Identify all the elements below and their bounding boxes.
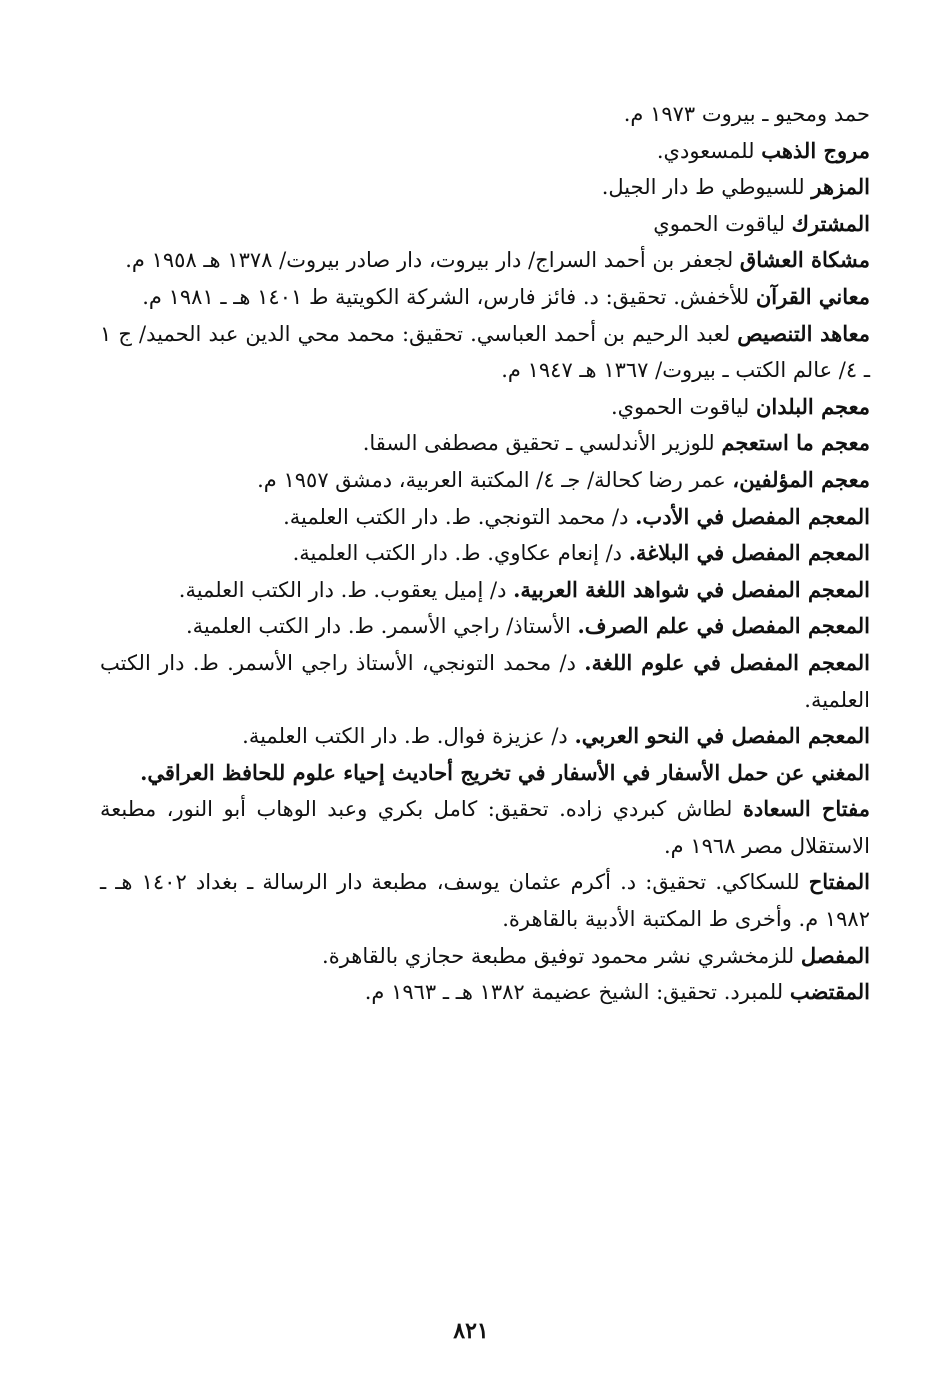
entry-details: د/ إنعام عكاوي. ط. دار الكتب العلمية. [292, 541, 629, 566]
entry-title: المعجم المفصل في علوم اللغة. [584, 649, 871, 675]
entry-title: مفتاح السعادة [742, 796, 871, 822]
entry-title: المعجم المفصل في البلاغة. [628, 540, 870, 566]
bibliography-entry [100, 169, 870, 206]
bibliography-entry [100, 425, 870, 462]
entry-title: المقتضب [789, 979, 870, 1005]
entry-title: مشكاة العشاق [739, 247, 870, 273]
entry-details: للسيوطي ط دار الجيل. [601, 175, 812, 200]
bibliography-entry [100, 242, 870, 279]
bibliography-entry [100, 133, 870, 170]
entry-title: المعجم المفصل في الأدب. [635, 503, 870, 529]
entry-title: المفصل [800, 942, 870, 968]
entry-details: الأستاذ/ راجي الأسمر. ط. دار الكتب العلمية. [185, 614, 578, 639]
bibliography-entry [100, 718, 870, 755]
entry-title: المغني عن حمل الأسفار في الأسفار في تخريج أحاديث إحياء علوم للحافظ العراقي. [140, 759, 870, 785]
bibliography-entry [100, 938, 870, 975]
entry-details: للأخفش. تحقيق: د. فائز فارس، الشركة الكويتية ط ١٤٠١ هـ ـ ١٩٨١ م. [142, 284, 756, 309]
entry-title: المفتاح [808, 869, 870, 895]
bibliography-entry [100, 279, 870, 316]
entry-title: معاني القرآن [755, 283, 870, 309]
entry-title: المعجم المفصل في النحو العربي. [574, 723, 870, 749]
bibliography-entry [100, 864, 870, 937]
entry-title: المعجم المفصل في شواهد اللغة العربية. [513, 576, 870, 602]
entry-title: مروج الذهب [761, 137, 870, 163]
bibliography-entry [100, 389, 870, 426]
entry-details: لياقوت الحموي. [610, 394, 756, 419]
entry-details: للسكاكي. تحقيق: د. أكرم عثمان يوسف، مطبعة دار الرسالة ـ بغداد ١٤٠٢ هـ ـ ١٩٨٢ م. وأخرى ط المكتبة الأدبية بالقاهرة. [100, 870, 870, 932]
entry-details: للمبرد. تحقيق: الشيخ عضيمة ١٣٨٢ هـ ـ ١٩٦٣ م. [364, 980, 790, 1005]
entry-details: د/ محمد التونجي. ط. دار الكتب العلمية. [283, 504, 636, 529]
entry-title: معجم البلدان [755, 393, 870, 419]
bibliography-entry [100, 974, 870, 1011]
entry-details: لياقوت الحموي [653, 211, 792, 236]
bibliography-entry [100, 462, 870, 499]
bibliography-entry [100, 608, 870, 645]
entry-title: معجم المؤلفين، [732, 466, 870, 492]
bibliography-entry [100, 499, 870, 536]
entry-details: للمسعودي. [656, 138, 762, 163]
bibliography-entry [100, 645, 870, 718]
entry-title: معجم ما استعجم [721, 430, 870, 456]
bibliography-list [100, 96, 870, 1011]
entry-title: المشترك [791, 210, 870, 236]
bibliography-entry [100, 791, 870, 864]
entry-title: المعجم المفصل في علم الصرف. [577, 613, 870, 639]
bibliography-entry [100, 535, 870, 572]
entry-title: المزهر [811, 174, 870, 200]
entry-details: لطاش كبردي زاده. تحقيق: كامل بكري وعبد الوهاب أبو النور، مطبعة الاستقلال مصر ١٩٦٨ م. [100, 797, 870, 858]
bibliography-entry [100, 755, 870, 792]
page-number: ٨٢١ [453, 1318, 489, 1344]
bibliography-entry [100, 96, 870, 133]
entry-details: د/ محمد التونجي، الأستاذ راجي الأسمر. ط. دار الكتب العلمية. [100, 650, 870, 712]
bibliography-entry [100, 316, 870, 389]
entry-details: لجعفر بن أحمد السراج/ دار بيروت، دار صادر بيروت/ ١٣٧٨ هـ ١٩٥٨ م. [125, 248, 740, 273]
entry-details: حمد ومحيو ـ بيروت ١٩٧٣ م. [623, 102, 870, 126]
entry-title: معاهد التنصيص [737, 320, 870, 346]
bibliography-entry [100, 572, 870, 609]
bibliography-entry [100, 206, 870, 243]
entry-details: لعبد الرحيم بن أحمد العباسي. تحقيق: محمد محي الدين عبد الحميد/ ج ١ ـ ٤/ عالم الكتب ـ بيروت/ ١٣٦٧ هـ ١٩٤٧ م. [100, 321, 870, 383]
entry-details: د/ إميل يعقوب. ط. دار الكتب العلمية. [178, 577, 514, 602]
entry-details: للوزير الأندلسي ـ تحقيق مصطفى السقا. [362, 431, 722, 456]
entry-details: د/ عزيزة فوال. ط. دار الكتب العلمية. [242, 724, 575, 749]
entry-details: عمر رضا كحالة/ جـ ٤/ المكتبة العربية، دمشق ١٩٥٧ م. [257, 467, 733, 492]
entry-details: للزمخشري نشر محمود توفيق مطبعة حجازي بالقاهرة. [322, 943, 801, 968]
